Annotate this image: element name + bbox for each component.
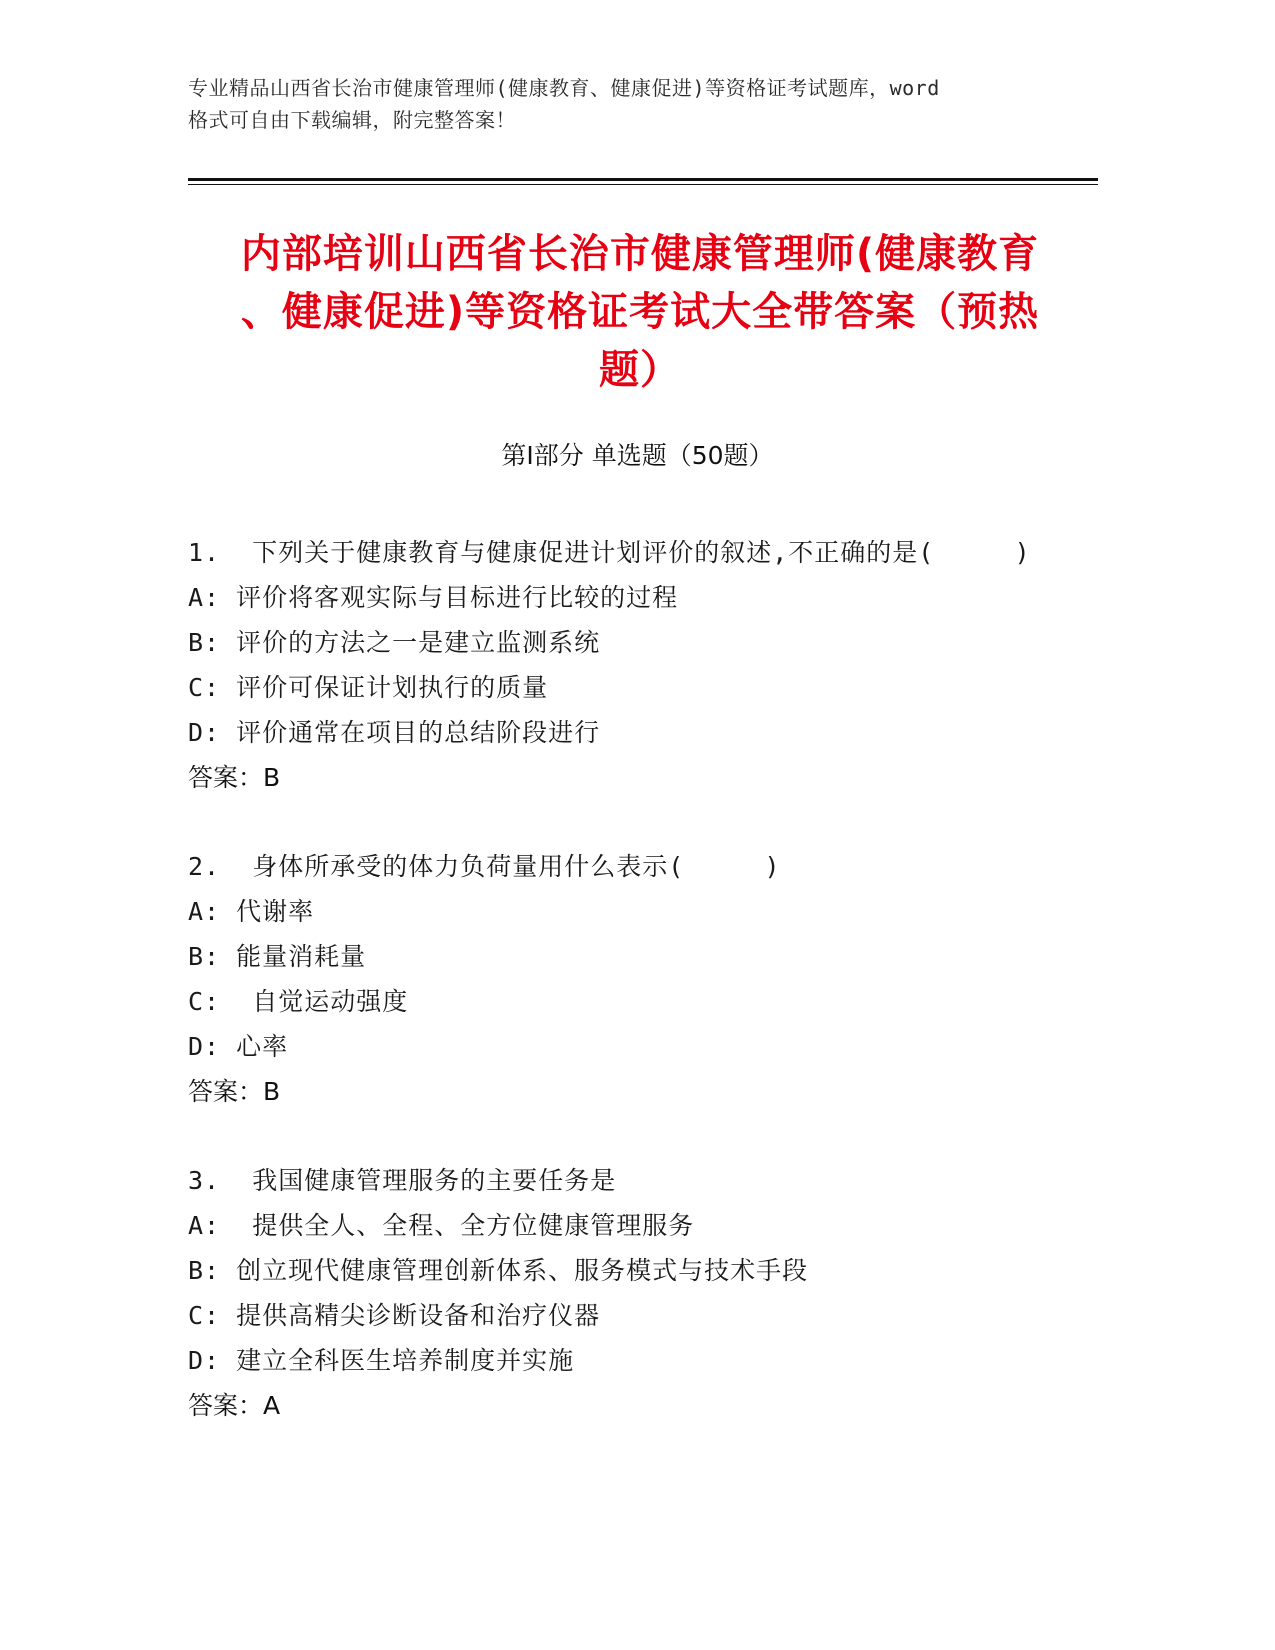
option-b: B: 创立现代健康管理创新体系、服务模式与技术手段 [188,1256,809,1285]
section-title: 第Ⅰ部分 单选题（50题） [501,441,774,470]
header-note-line-1: 专业精品山西省长治市健康管理师(健康教育、健康促进)等资格证考试题库，word [188,76,940,100]
option-d: D: 评价通常在项目的总结阶段进行 [188,718,601,747]
question-list [188,530,1108,1472]
option-a: A: 提供全人、全程、全方位健康管理服务 [188,1211,695,1240]
option-d: D: 心率 [188,1032,289,1061]
option-a: A: 评价将客观实际与目标进行比较的过程 [188,583,679,612]
document-title-line-2: 、健康促进)等资格证考试大全带答案（预热 [240,289,1040,335]
answer: 答案：B [188,763,281,792]
answer: 答案：A [188,1391,281,1420]
option-a: A: 代谢率 [188,897,315,926]
question-item [188,530,1108,800]
option-d: D: 建立全科医生培养制度并实施 [188,1346,575,1375]
header-note [188,72,1088,136]
question-stem: 1. 下列关于健康教育与健康促进计划评价的叙述,不正确的是( ) [188,538,1031,567]
option-b: B: 能量消耗量 [188,942,367,971]
question-stem: 3. 我国健康管理服务的主要任务是 [188,1166,617,1195]
document-title-line-1: 内部培训山西省长治市健康管理师(健康教育 [240,231,1040,277]
header-divider-thick [188,178,1098,181]
question-item [188,1158,1108,1428]
question-stem: 2. 身体所承受的体力负荷量用什么表示( ) [188,852,781,881]
header-divider-thin [188,184,1098,185]
option-c: C: 自觉运动强度 [188,987,409,1016]
option-c: C: 评价可保证计划执行的质量 [188,673,549,702]
question-item [188,844,1108,1114]
option-b: B: 评价的方法之一是建立监测系统 [188,628,601,657]
header-note-line-2: 格式可自由下载编辑，附完整答案！ [188,108,516,132]
option-c: C: 提供高精尖诊断设备和治疗仪器 [188,1301,601,1330]
answer: 答案：B [188,1077,281,1106]
document-title [180,225,1100,399]
document-title-line-3: 题） [599,347,681,393]
